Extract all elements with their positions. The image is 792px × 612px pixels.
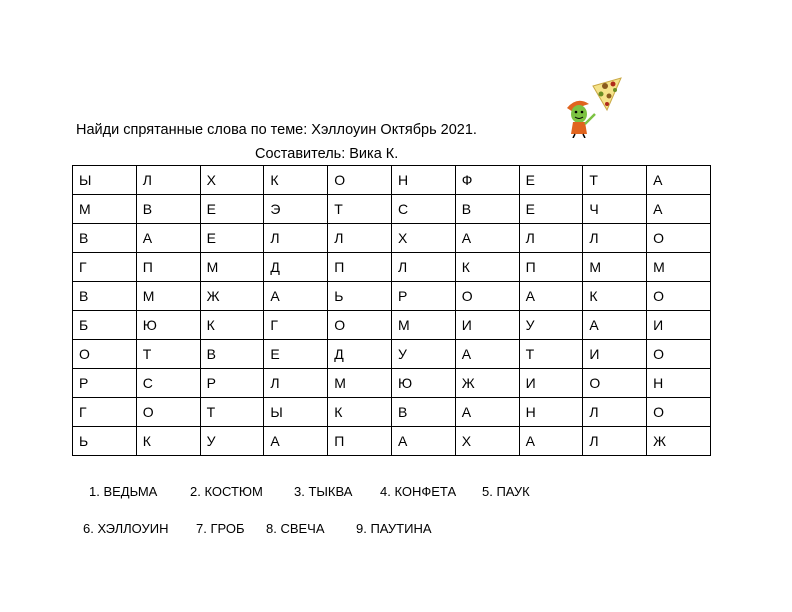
- word-list-item: 2. КОСТЮМ: [190, 484, 263, 499]
- grid-cell: С: [136, 369, 200, 398]
- grid-cell: Е: [200, 195, 264, 224]
- word-list-item: 5. ПАУК: [482, 484, 530, 499]
- grid-cell: М: [391, 311, 455, 340]
- grid-cell: К: [136, 427, 200, 456]
- grid-cell: Т: [136, 340, 200, 369]
- grid-cell: Д: [264, 253, 328, 282]
- word-list-item: 9. ПАУТИНА: [356, 521, 432, 536]
- grid-cell: А: [519, 282, 583, 311]
- grid-cell: Л: [583, 224, 647, 253]
- grid-row: [73, 253, 711, 282]
- grid-cell: Е: [519, 166, 583, 195]
- grid-cell: А: [264, 427, 328, 456]
- grid-cell: И: [583, 340, 647, 369]
- grid-cell: Ч: [583, 195, 647, 224]
- grid-row: [73, 398, 711, 427]
- grid-cell: Л: [136, 166, 200, 195]
- grid-cell: А: [391, 427, 455, 456]
- grid-cell: П: [136, 253, 200, 282]
- grid-cell: Ы: [264, 398, 328, 427]
- grid-cell: В: [136, 195, 200, 224]
- word-search-grid: [72, 165, 711, 456]
- grid-cell: Е: [264, 340, 328, 369]
- grid-cell: В: [73, 282, 137, 311]
- grid-cell: Л: [391, 253, 455, 282]
- puzzle-author: Составитель: Вика К.: [255, 146, 399, 162]
- grid-cell: И: [519, 369, 583, 398]
- grid-cell: О: [647, 340, 711, 369]
- grid-cell: Ж: [455, 369, 519, 398]
- grid-row: [73, 340, 711, 369]
- grid-cell: Ю: [391, 369, 455, 398]
- grid-cell: О: [328, 311, 392, 340]
- grid-cell: Ю: [136, 311, 200, 340]
- grid-cell: Ж: [200, 282, 264, 311]
- grid-cell: А: [583, 311, 647, 340]
- grid-cell: В: [73, 224, 137, 253]
- grid-cell: П: [328, 427, 392, 456]
- grid-cell: П: [328, 253, 392, 282]
- grid-row: [73, 166, 711, 195]
- grid-cell: Г: [73, 398, 137, 427]
- grid-cell: Н: [519, 398, 583, 427]
- grid-cell: В: [200, 340, 264, 369]
- grid-row: [73, 369, 711, 398]
- grid-cell: А: [264, 282, 328, 311]
- grid-cell: А: [519, 427, 583, 456]
- grid-cell: М: [200, 253, 264, 282]
- word-list-item: 4. КОНФЕТА: [380, 484, 457, 499]
- grid-cell: К: [264, 166, 328, 195]
- grid-cell: Ь: [328, 282, 392, 311]
- grid-cell: М: [647, 253, 711, 282]
- grid-cell: Л: [264, 369, 328, 398]
- grid-cell: Р: [200, 369, 264, 398]
- grid-cell: Т: [583, 166, 647, 195]
- grid-cell: Э: [264, 195, 328, 224]
- grid-cell: Р: [391, 282, 455, 311]
- grid-cell: К: [328, 398, 392, 427]
- grid-cell: К: [583, 282, 647, 311]
- grid-cell: В: [391, 398, 455, 427]
- grid-cell: Т: [200, 398, 264, 427]
- word-list-item: 3. ТЫКВА: [294, 484, 353, 499]
- grid-cell: О: [583, 369, 647, 398]
- word-list-item: 6. ХЭЛЛОУИН: [83, 521, 169, 536]
- grid-cell: О: [73, 340, 137, 369]
- grid-cell: Т: [328, 195, 392, 224]
- grid-cell: М: [73, 195, 137, 224]
- grid-cell: Н: [647, 369, 711, 398]
- grid-cell: У: [391, 340, 455, 369]
- grid-cell: Л: [328, 224, 392, 253]
- grid-cell: О: [647, 398, 711, 427]
- grid-cell: М: [328, 369, 392, 398]
- grid-cell: Е: [200, 224, 264, 253]
- grid-cell: А: [455, 224, 519, 253]
- grid-cell: Б: [73, 311, 137, 340]
- grid-cell: Г: [264, 311, 328, 340]
- grid-cell: Р: [73, 369, 137, 398]
- grid-cell: А: [647, 166, 711, 195]
- grid-row: [73, 224, 711, 253]
- grid-cell: Г: [73, 253, 137, 282]
- grid-cell: Л: [583, 427, 647, 456]
- puzzle-title: Найди спрятанные слова по теме: Хэллоуин Октябрь 2021.: [76, 122, 477, 138]
- grid-cell: Ф: [455, 166, 519, 195]
- grid-cell: У: [200, 427, 264, 456]
- grid-row: [73, 195, 711, 224]
- grid-cell: О: [328, 166, 392, 195]
- word-list-item: 8. СВЕЧА: [266, 521, 325, 536]
- grid-cell: О: [136, 398, 200, 427]
- grid-cell: М: [136, 282, 200, 311]
- grid-cell: О: [647, 224, 711, 253]
- grid-row: [73, 282, 711, 311]
- grid-cell: А: [136, 224, 200, 253]
- grid-cell: К: [200, 311, 264, 340]
- grid-cell: А: [455, 398, 519, 427]
- word-list-item: 1. ВЕДЬМА: [89, 484, 158, 499]
- grid-cell: Л: [264, 224, 328, 253]
- grid-cell: Л: [583, 398, 647, 427]
- grid-cell: Л: [519, 224, 583, 253]
- grid-cell: Х: [455, 427, 519, 456]
- grid-cell: Е: [519, 195, 583, 224]
- grid-cell: Х: [391, 224, 455, 253]
- word-list-item: 7. ГРОБ: [196, 521, 245, 536]
- grid-cell: С: [391, 195, 455, 224]
- grid-cell: Д: [328, 340, 392, 369]
- grid-cell: Х: [200, 166, 264, 195]
- grid-cell: И: [647, 311, 711, 340]
- grid-cell: А: [647, 195, 711, 224]
- grid-cell: Ж: [647, 427, 711, 456]
- grid-row: [73, 311, 711, 340]
- grid-row: [73, 427, 711, 456]
- grid-cell: Н: [391, 166, 455, 195]
- grid-cell: А: [455, 340, 519, 369]
- grid-cell: И: [455, 311, 519, 340]
- grid-cell: О: [455, 282, 519, 311]
- grid-cell: К: [455, 253, 519, 282]
- halloween-clipart-icon: [563, 74, 627, 138]
- grid-cell: О: [647, 282, 711, 311]
- grid-cell: В: [455, 195, 519, 224]
- grid-cell: П: [519, 253, 583, 282]
- grid-cell: Т: [519, 340, 583, 369]
- grid-cell: У: [519, 311, 583, 340]
- grid-cell: Ы: [73, 166, 137, 195]
- grid-cell: М: [583, 253, 647, 282]
- grid-cell: Ь: [73, 427, 137, 456]
